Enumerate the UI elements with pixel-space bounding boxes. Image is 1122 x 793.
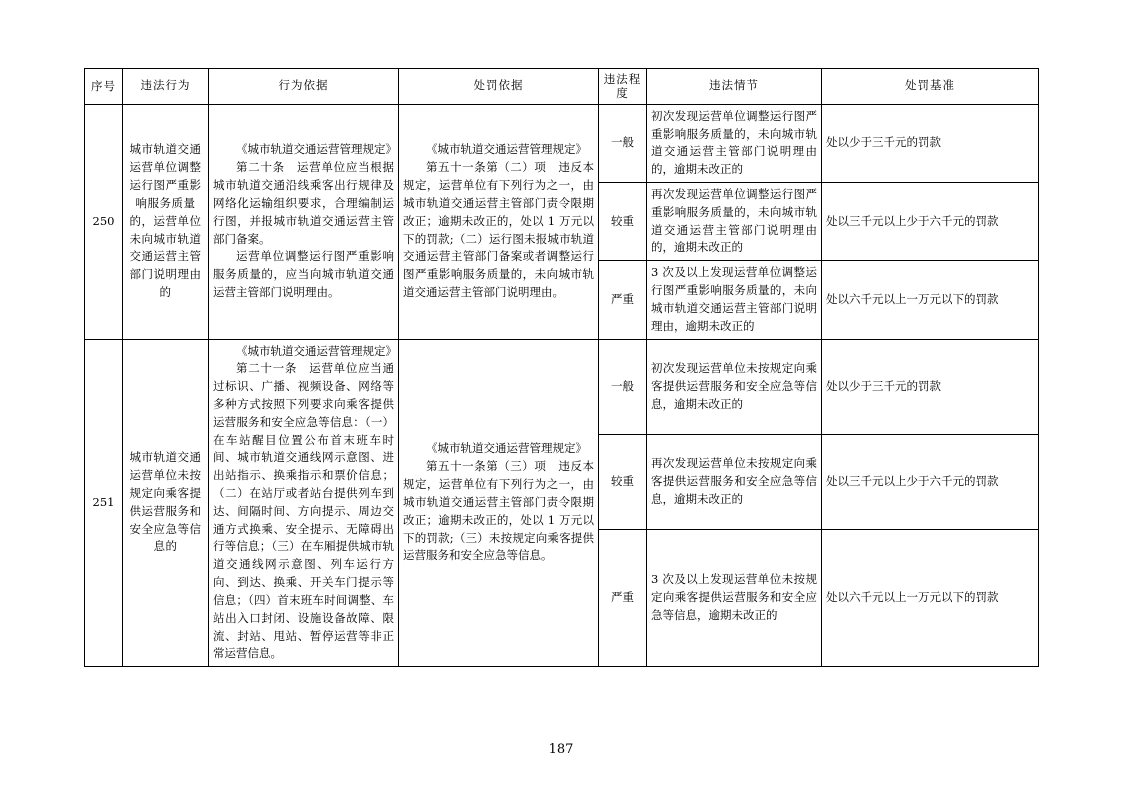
cell-violation-degree: 较重: [599, 183, 647, 261]
cell-violation-degree: 严重: [599, 261, 647, 339]
cell-violation-degree: 一般: [599, 339, 647, 434]
column-header-violation-degree: 违法程度: [599, 69, 647, 105]
act-basis-title: 《城市轨道交通运营管理规定》: [236, 343, 397, 358]
cell-violation-degree: 严重: [599, 530, 647, 667]
act-basis-body: 第二十一条 运营单位应当通过标识、广播、视频设备、网络等多种方式按照下列要求向乘客提供运营服务和安全应急等信息：（一）在车站醒目位置公布首末班车时间、城市轨道交通线网示意图、进出站指示、换乘指示和票价信息；（二）在站厅或者站台提供列车到达、间隔时间、方向提示、周边交通方式换乘、安全提示、无障碍出行等信息；（三）在车厢提供城市轨道交通线网示意图、列车运行方向、到达、换乘、开关车门提示等信息；（四）首末班车时间调整、车站出入口封闭、设施设备故障、限流、封站、甩站、暂停运营等非正常运营信息。: [213, 361, 394, 661]
cell-penalty-basis: [399, 339, 599, 667]
penalty-basis-body: 第五十一条第（三）项 违反本规定，运营单位有下列行为之一，由城市轨道交通运营主管部门责令限期改正；逾期未改正的，处以 1 万元以下的罚款;（三）未按规定向乘客提供运营服务和安全应急等信息。: [403, 459, 594, 563]
cell-violation-act: 城市轨道交通运营单位未按规定向乘客提供运营服务和安全应急等信息的: [123, 339, 209, 667]
cell-violation-degree: 较重: [599, 434, 647, 529]
cell-penalty-standard: 处以少于三千元的罚款: [822, 339, 1039, 434]
cell-violation-detail: 再次发现运营单位调整运行图严重影响服务质量的，未向城市轨道交通运营主管部门说明理由的，逾期未改正的: [647, 183, 822, 261]
act-basis-title: 《城市轨道交通运营管理规定》: [236, 142, 397, 157]
cell-act-basis: [209, 339, 399, 667]
cell-serial-number: 251: [85, 339, 123, 667]
cell-penalty-standard: 处以六千元以上一万元以下的罚款: [822, 530, 1039, 667]
cell-violation-detail: 3 次及以上发现运营单位调整运行图严重影响服务质量的，未向城市轨道交通运营主管部门说明理由，逾期未改正的: [647, 261, 822, 339]
cell-act-basis: [209, 104, 399, 339]
column-header-penalty-standard: 处罚基准: [822, 69, 1039, 105]
cell-penalty-standard: 处以三千元以上少于六千元的罚款: [822, 434, 1039, 529]
cell-penalty-standard: 处以少于三千元的罚款: [822, 104, 1039, 182]
column-header-violation-act: 违法行为: [123, 69, 209, 105]
page-number: 187: [548, 742, 574, 757]
cell-penalty-standard: 处以六千元以上一万元以下的罚款: [822, 261, 1039, 339]
cell-violation-detail: 初次发现运营单位未按规定向乘客提供运营服务和安全应急等信息，逾期未改正的: [647, 339, 822, 434]
penalty-basis-body: 第五十一条第（二）项 违反本规定，运营单位有下列行为之一，由城市轨道交通运营主管部门责令限期改正；逾期未改正的，处以 1 万元以下的罚款;（二）运行图未报城市轨道交通运营主管部门备案或者调整运行图严重影响服务质量的，未向城市轨道交通运营主管部门说明理由。: [403, 160, 594, 299]
column-header-serial: 序号: [85, 69, 123, 105]
table-row: [85, 104, 1039, 182]
penalty-basis-title: 《城市轨道交通运营管理规定》: [426, 441, 587, 456]
penalty-basis-title: 《城市轨道交通运营管理规定》: [426, 142, 587, 157]
cell-penalty-standard: 处以三千元以上少于六千元的罚款: [822, 183, 1039, 261]
cell-violation-detail: 初次发现运营单位调整运行图严重影响服务质量的，未向城市轨道交通运营主管部门说明理由的，逾期未改正的: [647, 104, 822, 182]
column-header-act-basis: 行为依据: [209, 69, 399, 105]
act-basis-body-2: 运营单位调整运行图严重影响服务质量的，应当向城市轨道交通运营主管部门说明理由。: [213, 249, 394, 299]
cell-violation-detail: 3 次及以上发现运营单位未按规定向乘客提供运营服务和安全应急等信息，逾期未改正的: [647, 530, 822, 667]
table-header-row: [85, 69, 1039, 105]
cell-violation-detail: 再次发现运营单位未按规定向乘客提供运营服务和安全应急等信息，逾期未改正的: [647, 434, 822, 529]
table-row: [85, 339, 1039, 434]
cell-serial-number: 250: [85, 104, 123, 339]
cell-violation-act: 城市轨道交通运营单位调整运行图严重影响服务质量的，运营单位未向城市轨道交通运营主管部门说明理由的: [123, 104, 209, 339]
penalty-standards-table: [84, 68, 1039, 667]
column-header-violation-detail: 违法情节: [647, 69, 822, 105]
column-header-penalty-basis: 处罚依据: [399, 69, 599, 105]
cell-violation-degree: 一般: [599, 104, 647, 182]
cell-penalty-basis: [399, 104, 599, 339]
act-basis-body: 第二十条 运营单位应当根据城市轨道交通沿线乘客出行规律及网络化运输组织要求，合理编制运行图，并报城市轨道交通运营主管部门备案。: [213, 160, 394, 246]
